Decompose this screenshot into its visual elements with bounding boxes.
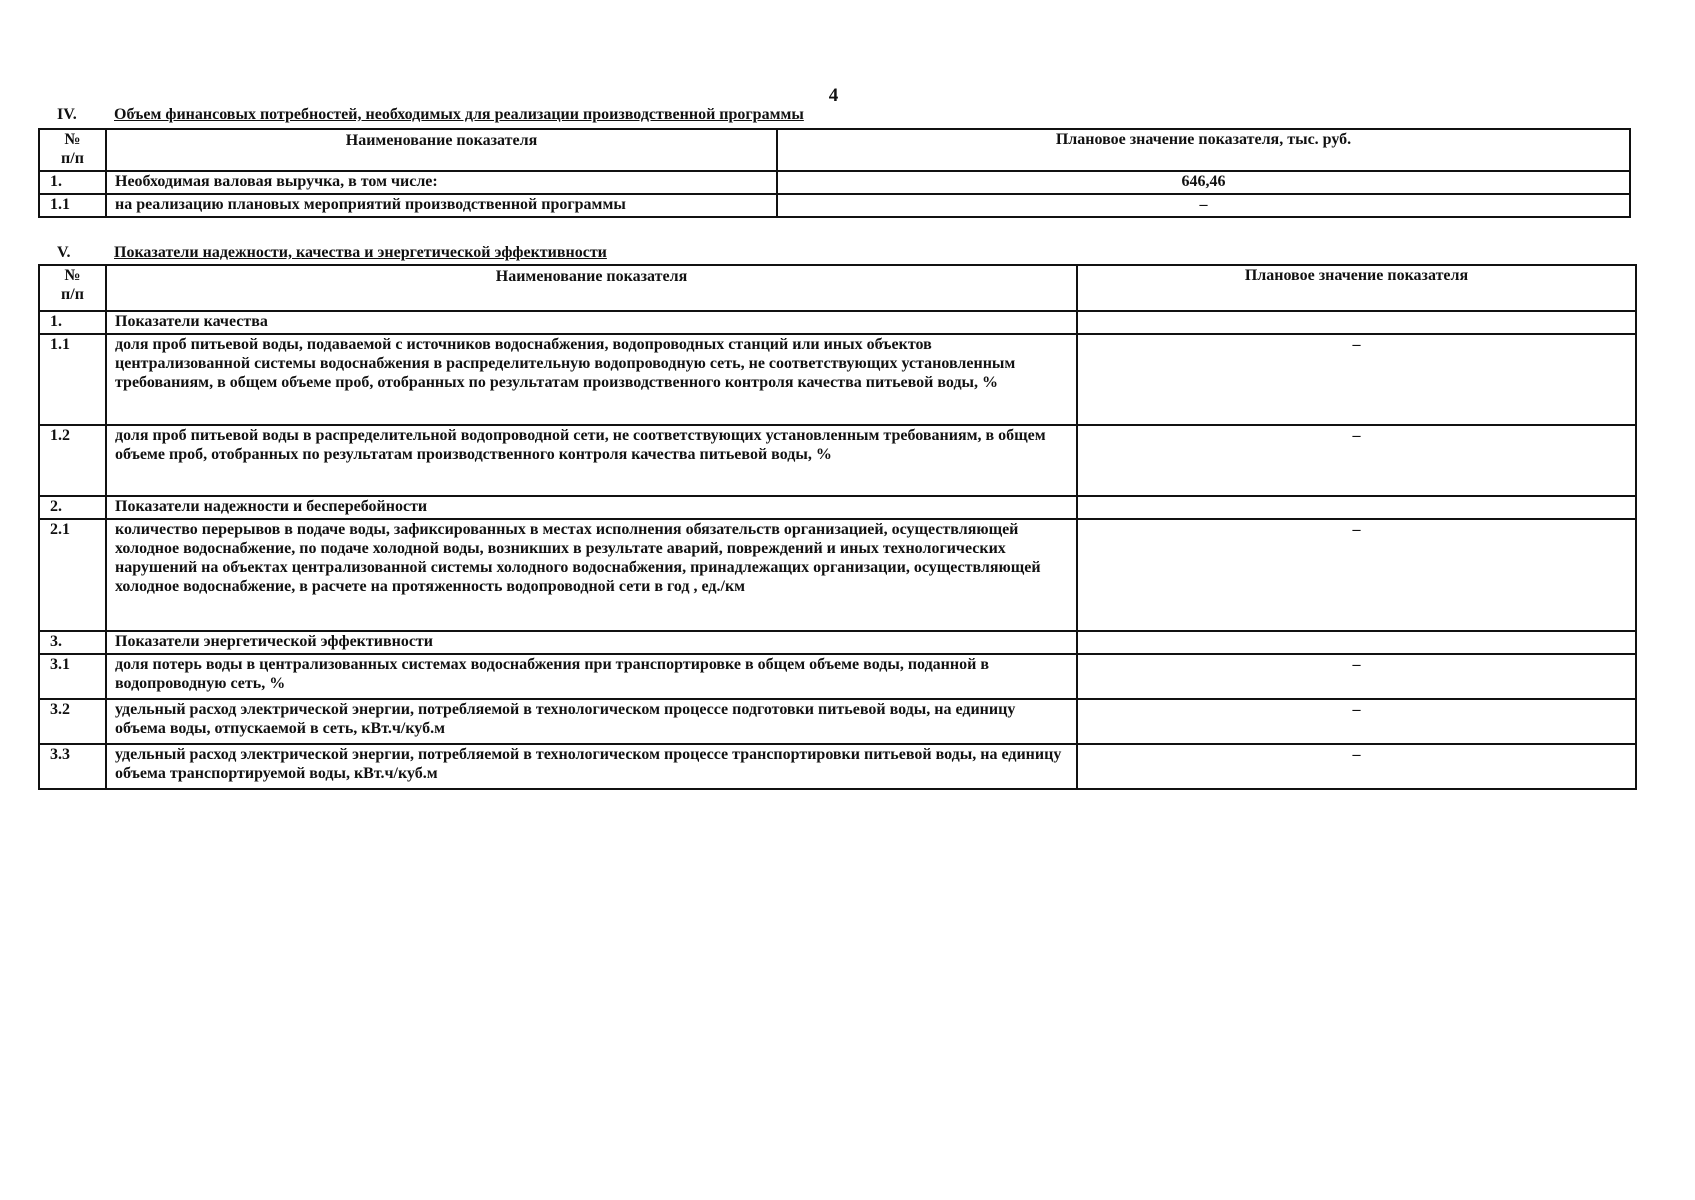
row-number: 2. [39, 496, 106, 519]
row-name: на реализацию плановых мероприятий производственной программы [106, 194, 777, 217]
table-row [39, 744, 1636, 789]
row-name: количество перерывов в подаче воды, зафиксированных в местах исполнения обязательств организацией, осуществляющей холодное водоснабжение, по подаче холодной воды, возникших в результате аварий, повреждений и иных технологических нарушений на объектах централизованной системы холодного водоснабжения, принадлежащих организации, осуществляющей холодное водоснабжение, в расчете на протяженность водопроводной сети в год , ед./км [106, 519, 1077, 631]
financial-needs-table [38, 128, 1631, 218]
row-number: 1. [39, 311, 106, 334]
row-value: – [1077, 425, 1636, 496]
row-number: 3.3 [39, 744, 106, 789]
page-number: 4 [828, 85, 839, 106]
section-5-heading [57, 244, 607, 262]
row-name: Показатели надежности и бесперебойности [106, 496, 1077, 519]
row-value [1077, 496, 1636, 519]
table-group-row [39, 311, 1636, 334]
row-name: удельный расход электрической энергии, потребляемой в технологическом процессе транспортировки питьевой воды, на единицу объема транспортируемой воды, кВт.ч/куб.м [106, 744, 1077, 789]
row-value: – [1077, 519, 1636, 631]
section-5-title: Показатели надежности, качества и энергетической эффективности [114, 244, 607, 261]
row-number: 1.2 [39, 425, 106, 496]
table-row [39, 654, 1636, 699]
row-value: – [1077, 699, 1636, 744]
table-row [39, 425, 1636, 496]
column-header-value: Плановое значение показателя [1077, 265, 1636, 311]
column-header-number: № п/п [39, 265, 106, 311]
column-header-name: Наименование показателя [106, 265, 1077, 311]
row-number: 1.1 [39, 194, 106, 217]
reliability-indicators-table [38, 264, 1637, 790]
table-row [39, 334, 1636, 425]
column-header-name: Наименование показателя [106, 129, 777, 171]
table-group-row [39, 631, 1636, 654]
row-name: Необходимая валовая выручка, в том числе: [106, 171, 777, 194]
row-value [1077, 631, 1636, 654]
table-row [39, 519, 1636, 631]
row-number: 2.1 [39, 519, 106, 631]
row-name: Показатели энергетической эффективности [106, 631, 1077, 654]
row-value: – [1077, 654, 1636, 699]
row-name: доля проб питьевой воды в распределительной водопроводной сети, не соответствующих установленным требованиям, в общем объеме проб, отобранных по результатам производственного контроля качества питьевой воды, % [106, 425, 1077, 496]
column-header-value: Плановое значение показателя, тыс. руб. [777, 129, 1630, 171]
section-4-number: IV. [57, 106, 77, 123]
section-5-number: V. [57, 244, 71, 261]
row-value [1077, 311, 1636, 334]
table-row [39, 194, 1630, 217]
table-row [39, 699, 1636, 744]
row-name: удельный расход электрической энергии, потребляемой в технологическом процессе подготовки питьевой воды, на единицу объема воды, отпускаемой в сеть, кВт.ч/куб.м [106, 699, 1077, 744]
column-header-number: № п/п [39, 129, 106, 171]
table-group-row [39, 496, 1636, 519]
table-header-row [39, 265, 1636, 311]
table-row [39, 171, 1630, 194]
row-value: – [1077, 334, 1636, 425]
row-name: доля потерь воды в централизованных системах водоснабжения при транспортировке в общем объеме воды, поданной в водопроводную сеть, % [106, 654, 1077, 699]
row-number: 3.1 [39, 654, 106, 699]
row-number: 1.1 [39, 334, 106, 425]
row-number: 3.2 [39, 699, 106, 744]
row-value: – [1077, 744, 1636, 789]
row-name: доля проб питьевой воды, подаваемой с источников водоснабжения, водопроводных станций или иных объектов централизованной системы водоснабжения в распределительную водопроводную сеть, не соответствующих установленным требованиям, в общем объеме проб, отобранных по результатам производственного контроля качества питьевой воды, % [106, 334, 1077, 425]
row-value: – [777, 194, 1630, 217]
row-number: 3. [39, 631, 106, 654]
table-header-row [39, 129, 1630, 171]
row-name: Показатели качества [106, 311, 1077, 334]
section-4-heading [57, 106, 804, 124]
row-value: 646,46 [777, 171, 1630, 194]
section-4-title: Объем финансовых потребностей, необходимых для реализации производственной программы [114, 106, 804, 123]
row-number: 1. [39, 171, 106, 194]
